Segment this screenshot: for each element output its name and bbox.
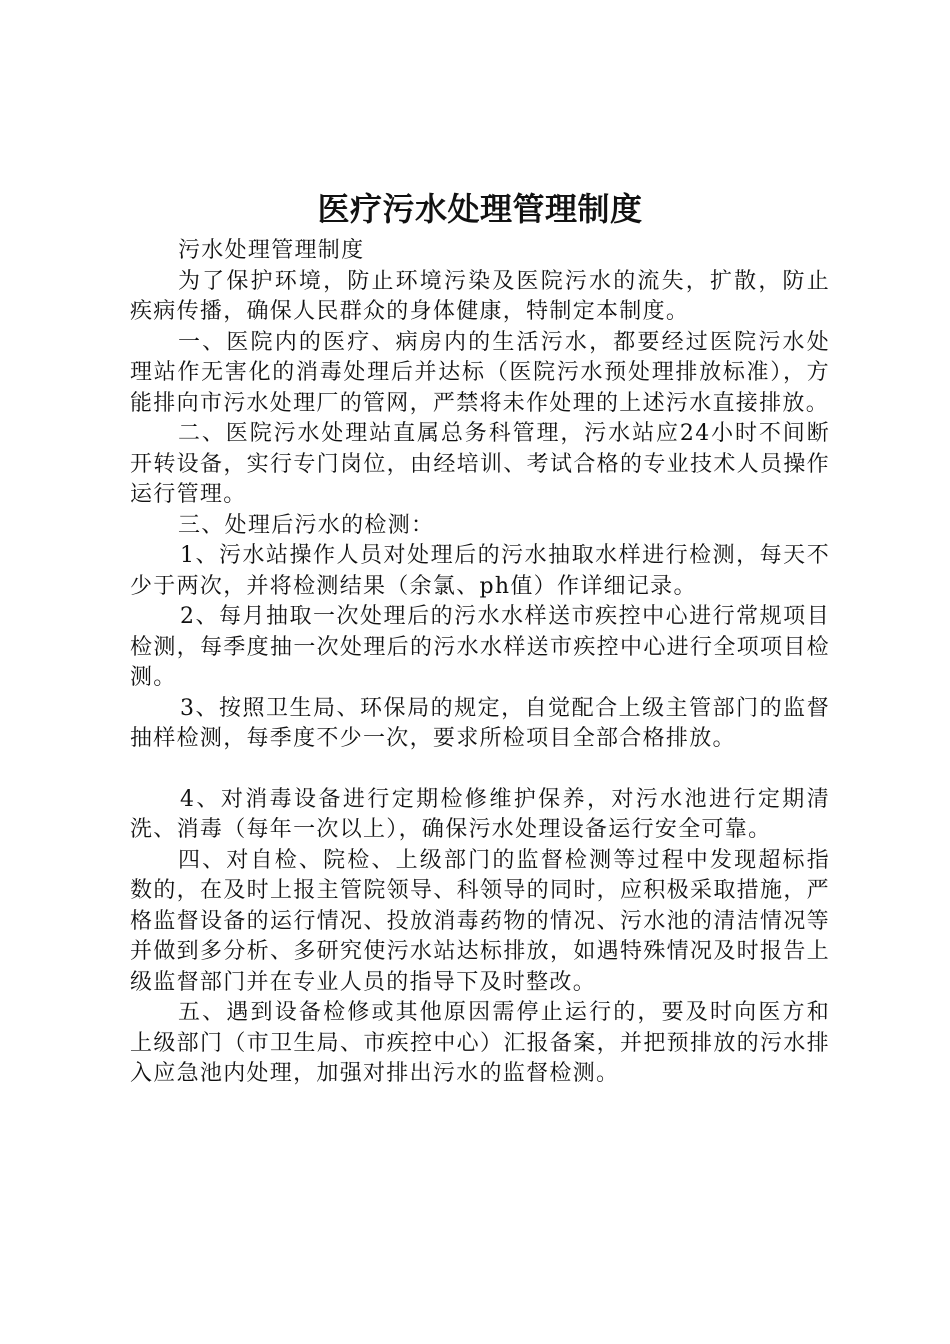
paragraph-section-3-heading: 三、处理后污水的检测： xyxy=(178,512,435,538)
paragraph-section-2: 二、医院污水处理站直属总务科管理，污水站应24小时不间断开转设备，实行专门岗位，由经培训、考试合格的专业技术人员操作运行管理。 xyxy=(130,421,830,507)
document-title: 医疗污水处理管理制度 xyxy=(317,190,643,228)
paragraph-item-3: 3、按照卫生局、环保局的规定，自觉配合上级主管部门的监督抽样检测，每季度不少一次，要求所检项目全部合格排放。 xyxy=(130,695,830,751)
paragraph-section-1: 一、医院内的医疗、病房内的生活污水，都要经过医院污水处理站作无害化的消毒处理后并达标（医院污水预处理排放标准），方能排向市污水处理厂的管网，严禁将未作处理的上述污水直接排放。 xyxy=(130,329,830,416)
paragraph-subtitle: 污水处理管理制度 xyxy=(178,238,365,263)
paragraph-item-1: 1、污水站操作人员对处理后的污水抽取水样进行检测，每天不少于两次，并将检测结果（余氯、ph值）作详细记录。 xyxy=(130,543,830,599)
paragraph-item-2: 2、每月抽取一次处理后的污水水样送市疾控中心进行常规项目检测，每季度抽一次处理后的污水水样送市疾控中心进行全项项目检测。 xyxy=(130,604,830,690)
paragraph-section-5: 五、遇到设备检修或其他原因需停止运行的，要及时向医方和上级部门（市卫生局、市疾控中心）汇报备案，并把预排放的污水排入应急池内处理，加强对排出污水的监督检测。 xyxy=(130,1000,830,1086)
paragraph-section-4: 四、对自检、院检、上级部门的监督检测等过程中发现超标指数的，在及时上报主管院领导、科领导的同时，应积极采取措施，严格监督设备的运行情况、投放消毒药物的情况、污水池的清洁情况等并做到多分析、多研究使污水站达标排放，如遇特殊情况及时报告上级监督部门并在专业人员的指导下及时整改。 xyxy=(130,847,830,995)
document-page xyxy=(130,182,830,1090)
paragraph-item-4: 4、对消毒设备进行定期检修维护保养，对污水池进行定期清洗、消毒（每年一次以上），确保污水处理设备运行安全可靠。 xyxy=(130,786,830,842)
paragraph-purpose: 为了保护环境，防止环境污染及医院污水的流失，扩散，防止疾病传播，确保人民群众的身体健康，特制定本制度。 xyxy=(130,268,830,324)
